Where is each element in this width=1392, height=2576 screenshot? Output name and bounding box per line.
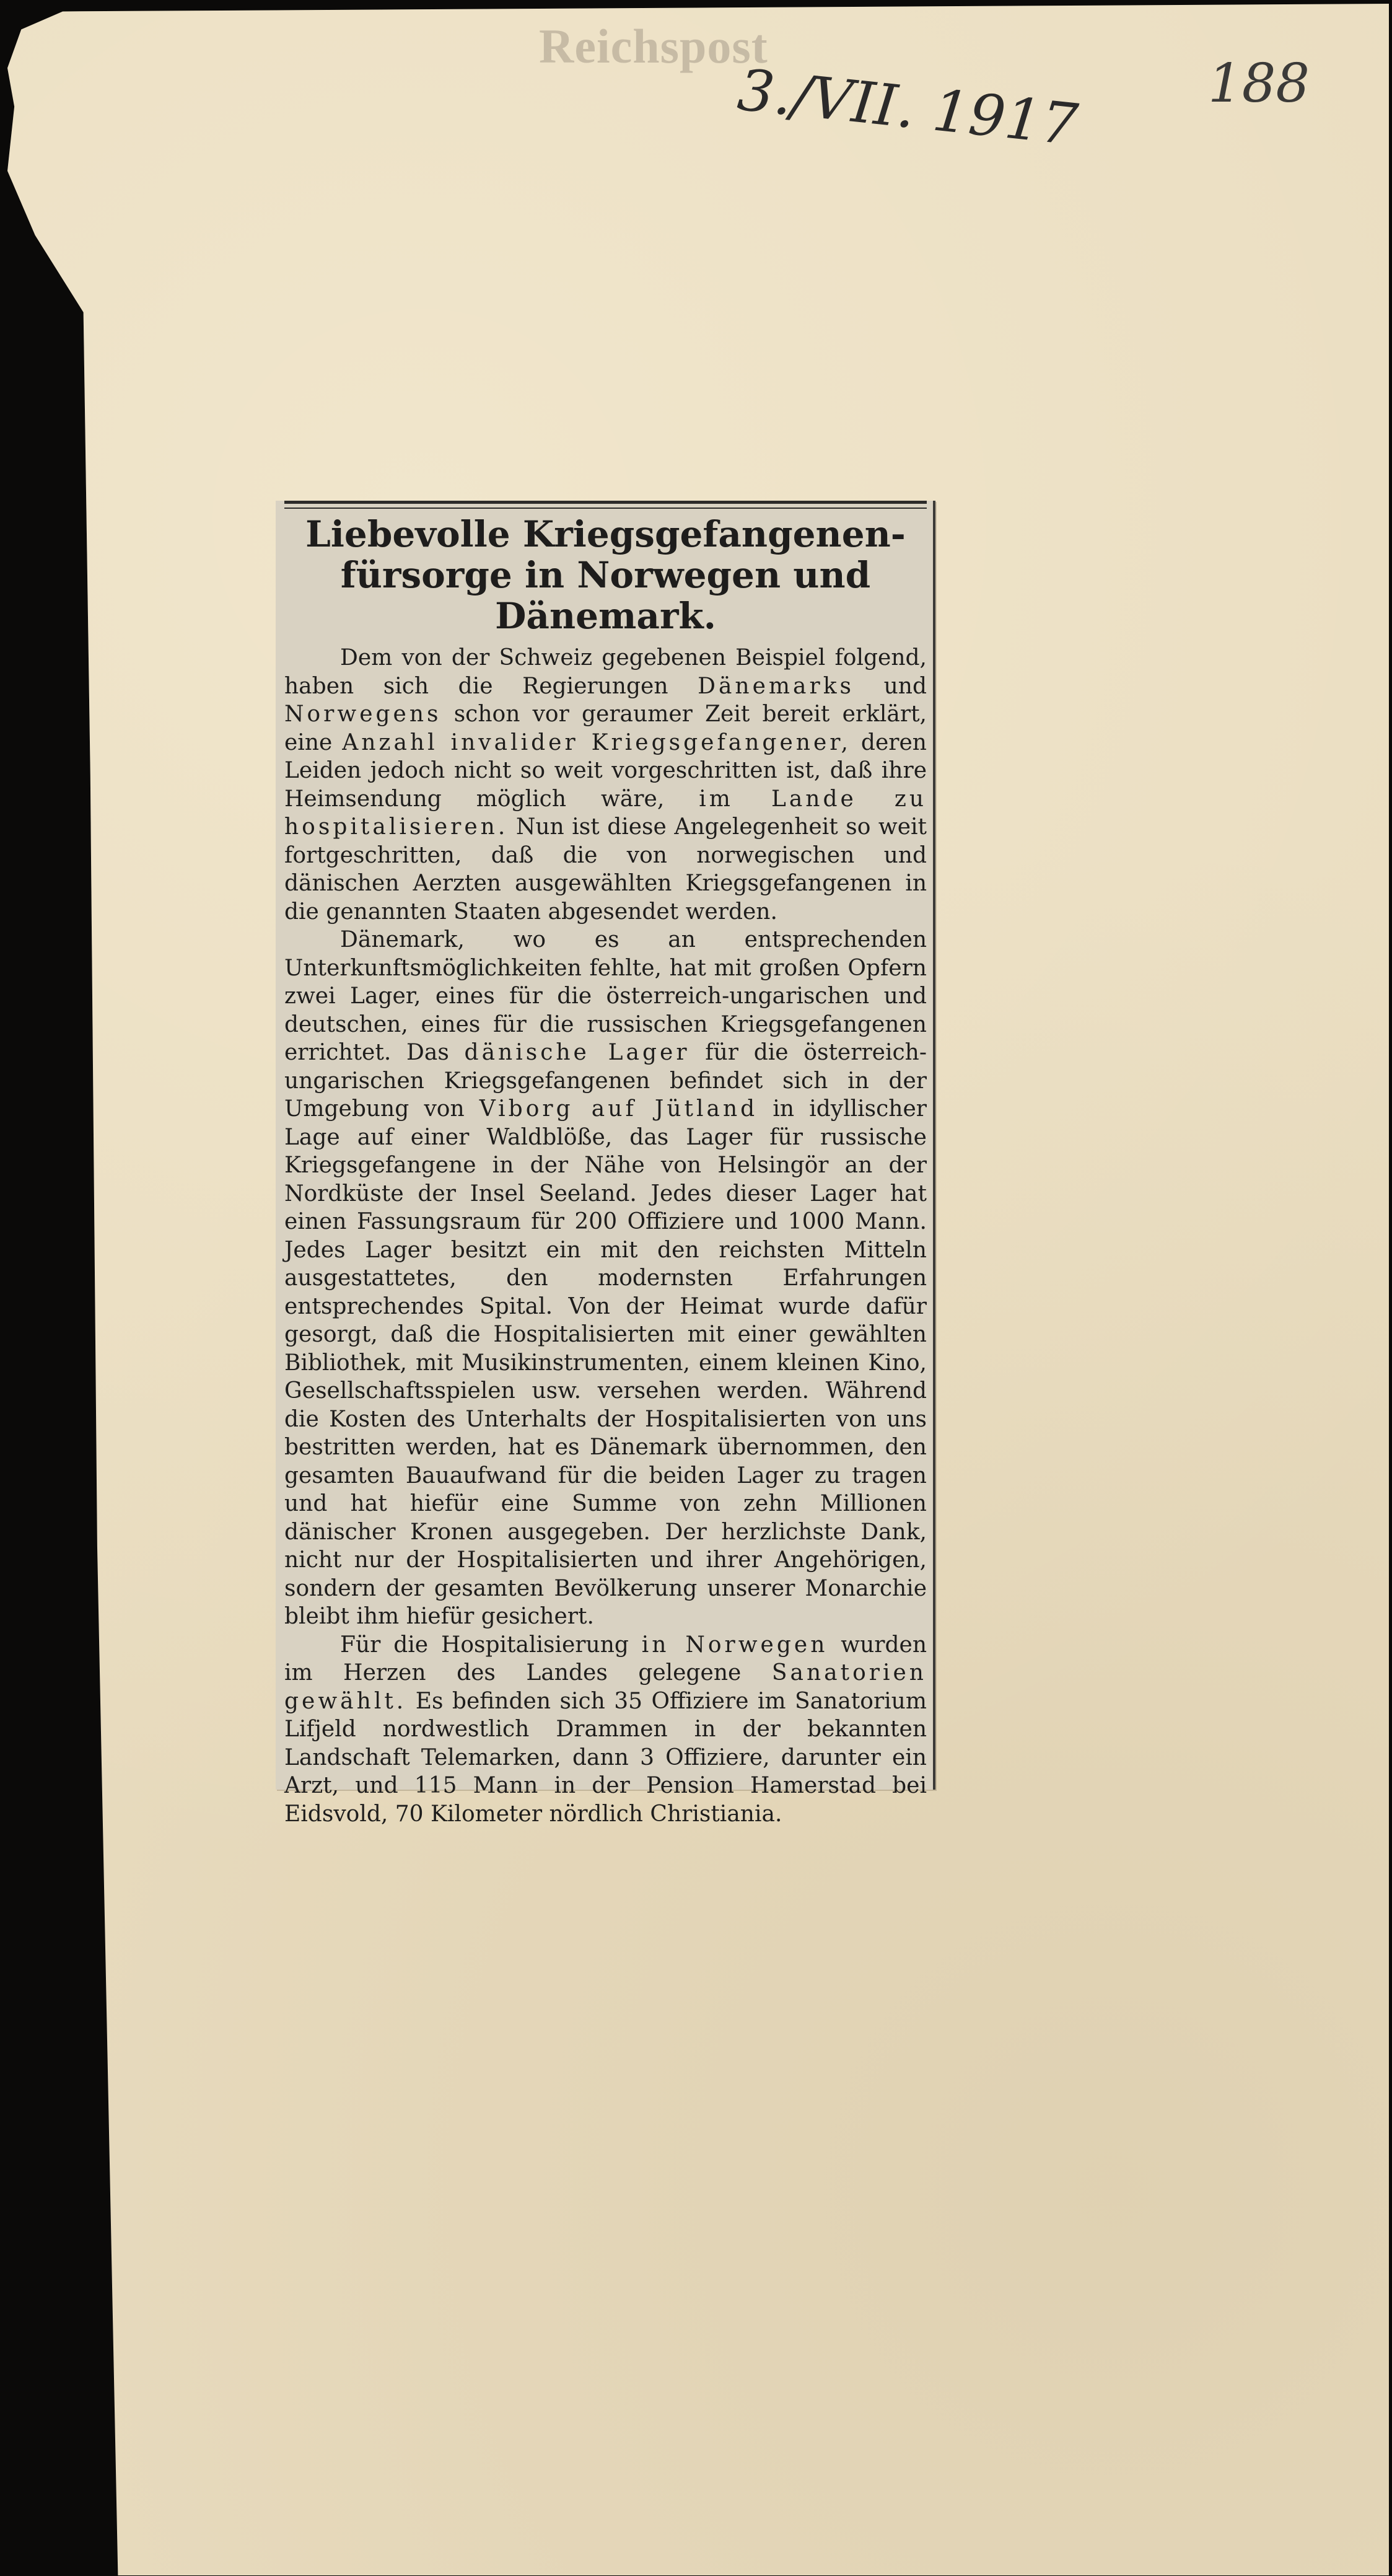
text-run-spaced: Sanatorien gewählt.	[284, 1660, 927, 1714]
text-run: Es befinden sich 35 Offiziere im Sanatorium Lifjeld nordwestlich Drammen in der bekannten Landschaft Telemarken, dann 3 Offiziere, darunter ein Arzt, und 115 Mann in der Pension Hamerstad bei Eidsvold, 70 Kilometer nördlich Christiania.	[284, 1688, 927, 1827]
paragraph-2	[284, 926, 927, 1631]
text-run-spaced: Norwegens	[284, 701, 442, 727]
newspaper-stamp: Reichspost	[539, 19, 768, 73]
text-run: in idyllischer Lage auf einer Waldblöße, das Lager für russische Kriegsgefangene in der Nähe von Helsingör an der Nordküste der Insel Seeland. Jedes dieser Lager hat einen Fassungsraum für 200 Offiziere und 1000 Mann. Jedes Lager besitzt ein mit den reichsten Mitteln ausgestattetes, den modernsten Erfahrungen entsprechendes Spital. Von der Heimat wurde dafür gesorgt, daß die Hospitalisierten mit einer gewählten Bibliothek, mit Musikinstrumenten, einem kleinen Kino, Gesellschaftsspielen usw. versehen werden. Während die Kosten des Unterhalts der Hospitalisierten von uns bestritten werden, hat es Dänemark übernommen, den gesamten Bauaufwand für die beiden Lager zu tragen und hat hiefür eine Summe von zehn Millionen dänischer Kronen ausgegeben. Der herzlichste Dank, nicht nur der Hospitalisierten und ihrer Angehörigen, sondern der gesamten Bevölkerung unserer Monarchie bleibt ihm hiefür gesichert.	[284, 1096, 927, 1629]
headline-line-2: fürsorge in Norwegen und	[340, 554, 871, 596]
archive-number: 188	[1208, 53, 1310, 115]
text-run-spaced: im Lande zu hospitalisieren.	[284, 786, 927, 840]
paragraph-1	[284, 644, 927, 926]
text-run-spaced: Dänemarks	[698, 673, 855, 699]
text-run-spaced: in Norwegen	[641, 1632, 828, 1658]
headline-line-1: Liebevolle Kriegsgefangenen-	[305, 513, 906, 555]
handwritten-date: 3./VII. 1917	[734, 56, 1081, 159]
text-run: Nun ist diese Angelegenheit so weit fortgeschritten, daß die von norwegischen und dänischen Aerzten ausgewählten Kriegsgefangenen in die genannten Staaten abgesendet werden.	[284, 814, 927, 925]
text-run-spaced: Anzahl invalider Kriegsgefangener,	[342, 729, 851, 755]
headline	[284, 514, 927, 636]
text-run: Dänemark, wo es an entsprechenden Unterkunftsmöglichkeiten fehlte, hat mit großen Opfern zwei Lager, eines für die österreich-ungarischen und deutschen, eines für die russischen Kriegsgefangenen errichtet. Das	[284, 927, 927, 1065]
newspaper-clipping	[276, 501, 935, 1827]
text-run-spaced: dänische Lager	[464, 1040, 690, 1065]
text-run: und	[854, 673, 927, 699]
paragraph-3	[284, 1631, 927, 1829]
text-run: wurden im Herzen des Landes gelegene	[284, 1632, 927, 1686]
headline-line-3: Dänemark.	[495, 595, 716, 637]
text-run: schon vor geraumer Zeit bereit erklärt, eine	[284, 701, 927, 755]
text-run: deren Leiden jedoch nicht so weit vorgeschritten ist, daß ihre Heimsendung möglich wäre,	[284, 729, 927, 812]
text-run-spaced: Viborg auf Jütland	[479, 1096, 758, 1122]
article-body	[284, 644, 927, 1828]
text-run: Dem von der Schweiz gegebenen Beispiel folgend, haben sich die Regierungen	[284, 645, 927, 699]
top-rule	[284, 501, 927, 509]
text-run: für die österreich-ungarischen Kriegsgefangenen befindet sich in der Umgebung von	[284, 1040, 927, 1122]
text-run: Für die Hospitalisierung	[340, 1632, 642, 1658]
